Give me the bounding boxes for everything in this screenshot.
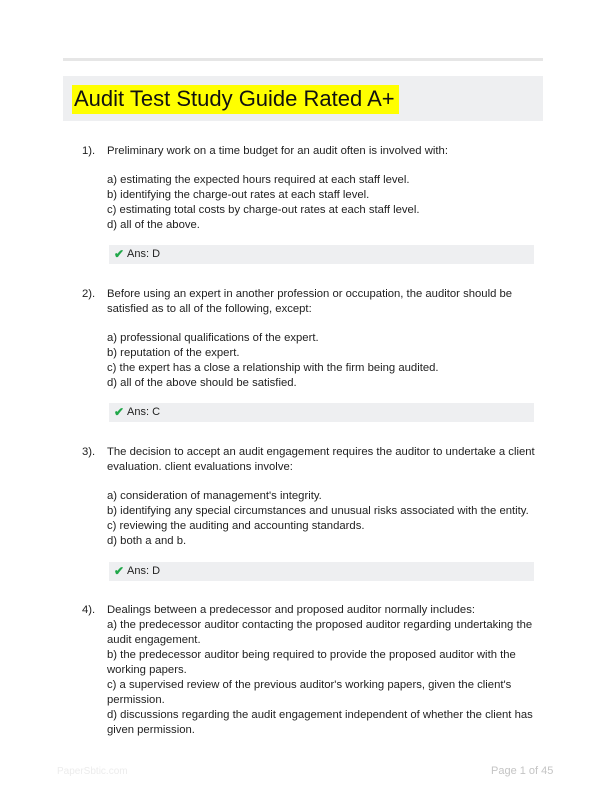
question-number: 1). (82, 145, 96, 157)
answer-box-1 (109, 245, 534, 264)
option-d: d) all of the above. (107, 219, 200, 231)
answer-text: Ans: D (127, 565, 161, 577)
question-body (107, 287, 539, 391)
question-text: Before using an expert in another profession or occupation, the auditor should be satisfied as to all of the following, except: (107, 288, 513, 315)
option-b: b) reputation of the expert. (107, 347, 240, 359)
question-text: Preliminary work on a time budget for an audit often is involved with: (107, 145, 448, 157)
option-c: c) estimating total costs by charge-out rates at each staff level. (107, 204, 420, 216)
option-c: c) a supervised review of the previous auditor's working papers, given the client's permission. (107, 679, 512, 706)
check-icon: ✔ (114, 564, 125, 578)
option-d: d) all of the above should be satisfied. (107, 377, 297, 389)
footer-watermark: PaperSbtic.com (57, 766, 128, 777)
answer-text: Ans: C (127, 406, 161, 418)
option-a: a) the predecessor auditor contacting the proposed auditor regarding undertaking the audit engagement. (107, 619, 533, 646)
option-b: b) identifying the charge-out rates at each staff level. (107, 189, 370, 201)
option-b: b) identifying any special circumstances and unusual risks associated with the entity. (107, 505, 529, 517)
question-body (107, 445, 539, 549)
page-title: Audit Test Study Guide Rated A+ (72, 85, 399, 114)
option-a: a) professional qualifications of the expert. (107, 332, 319, 344)
option-b: b) the predecessor auditor being required to provide the proposed auditor with the working papers. (107, 649, 516, 676)
question-text: The decision to accept an audit engagement requires the auditor to undertake a client evaluation. client evaluations involve: (107, 446, 535, 473)
options-list (107, 489, 539, 549)
answer-text: Ans: D (127, 248, 161, 260)
question-body (107, 603, 539, 738)
answer-box-2 (109, 403, 534, 422)
options-list (107, 173, 539, 233)
top-rule (63, 58, 543, 61)
check-icon: ✔ (114, 247, 125, 261)
option-d: d) both a and b. (107, 535, 187, 547)
answer-box-3 (109, 562, 534, 581)
option-d: d) discussions regarding the audit engagement independent of whether the client has given permission. (107, 709, 533, 736)
option-c: c) reviewing the auditing and accounting standards. (107, 520, 365, 532)
options-list (107, 618, 539, 738)
question-number: 3). (82, 446, 96, 458)
question-number: 2). (82, 288, 96, 300)
title-band (63, 76, 543, 121)
option-c: c) the expert has a close a relationship with the firm being audited. (107, 362, 439, 374)
question-body (107, 144, 539, 233)
question-number: 4). (82, 604, 96, 616)
option-a: a) estimating the expected hours required at each staff level. (107, 174, 410, 186)
question-text: Dealings between a predecessor and proposed auditor normally includes: (107, 604, 475, 616)
page-number: Page 1 of 45 (491, 765, 554, 777)
options-list (107, 331, 539, 391)
check-icon: ✔ (114, 405, 125, 419)
option-a: a) consideration of management's integrity. (107, 490, 322, 502)
